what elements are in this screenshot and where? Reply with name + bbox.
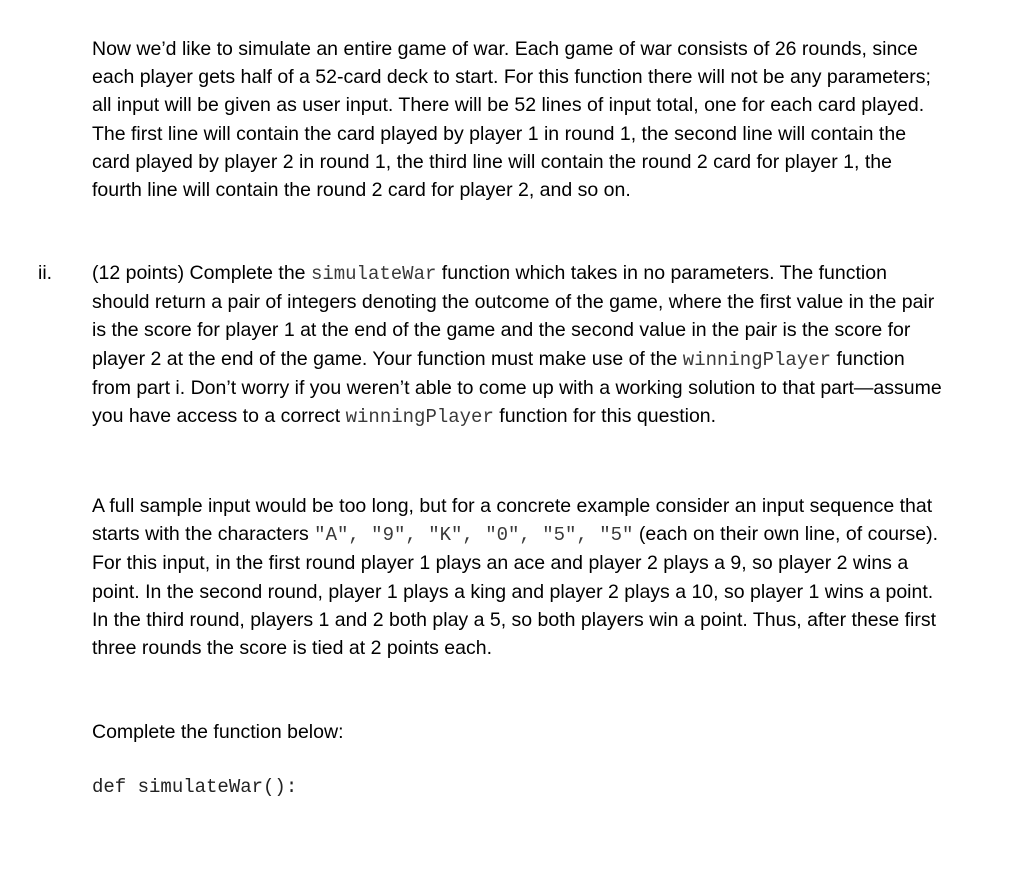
helper-function-code: winningPlayer [682,348,832,371]
question-text-b: function from part i. Don’t worry if you weren’t able to come up with a working solution to that part—assume you have access to a correct [92,347,942,428]
question-points-text: (12 points) Complete the [92,262,311,284]
helper-function-code-2: winningPlayer [345,406,494,429]
question-text-a: function which takes in no parameters. The function should return a pair of integers denoting the outcome of the game, where the first value in the pair is the score for player 1 at the end of the game and the second value in the pair is the score for player 2 at the end of the game. Your function must make use of the [92,262,935,370]
intro-paragraph: Now we’d like to simulate an entire game of war. Each game of war consists of 26 rounds, since each player gets half of a 52-card deck to start. For this function there will not be any parameters; all input will be given as user input. There will be 52 lines of input total, one for each card played. The first line will contain the card played by player 1 in round 1, the second line will contain the card played by player 2 in round 1, the third line will contain the round 2 card for player 1, the fourth line will contain the round 2 card for player 2, and so on. [92,38,931,202]
question-text-c: function for this question. [493,405,717,428]
function-name-code: simulateWar [310,263,437,285]
function-signature-code: def simulateWar(): [92,776,298,798]
sample-paragraph [92,492,942,662]
sample-text-a: A full sample input would be too long, but for a concrete example consider an input sequence that starts with the characters [92,495,933,546]
sample-sequence-code: "A", "9", "K", "0", "5", "5" [314,524,634,547]
complete-prompt: Complete the function below: [92,721,344,743]
sample-text-b: (each on their own line, of course). For this input, in the first round player 1 plays an ace and player 2 plays a 9, so player 2 wins a point. In the second round, player 1 plays a king and player 2 plays a 10, so player 1 wins a point. In the third round, players 1 and 2 both play a 5, so both players win a point. Thus, after these first three rounds the score is tied at 2 points each. [92,523,939,660]
item-marker: ii. [38,262,53,284]
question-paragraph [92,259,942,431]
